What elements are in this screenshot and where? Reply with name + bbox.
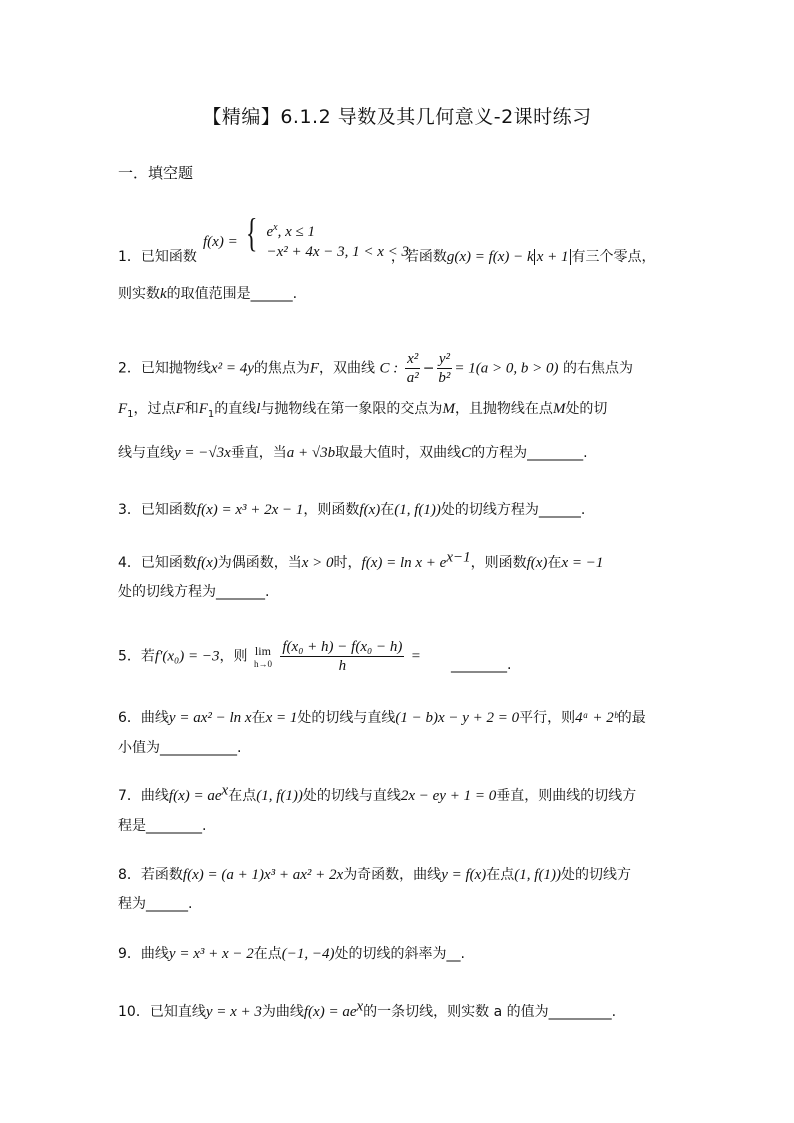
q4-line2: 处的切线方程为_______. <box>118 584 270 600</box>
q4-line1: 4．已知函数f(x)为偶函数，当x > 0时，$f(x) = \ln x + e^{x-1}$，则函数f(x)在x = −1 <box>118 549 604 571</box>
q2-line2: $F_1$，过点F和$F_1$的直线l与抛物线在第一象限的交点为M，且抛物线在点M处的切 <box>118 401 608 420</box>
q6-line1: 6．曲线y = ax² − ln x在x = 1处的切线与直线(1 − b)x − y + 2 = 0平行，则4ᵃ + 2ᵇ的最 <box>118 710 646 726</box>
q6-line2: 小值为___________. <box>118 740 242 756</box>
q3-line: 3．已知函数f(x) = x³ + 2x − 1，则函数f(x)在(1, f(1))处的切线方程为______. <box>118 502 586 518</box>
q1-line2: 则实数k的取值范围是______. <box>118 286 298 302</box>
q7-line1: 7．曲线$f(x) = ae^x$在点(1, f(1))处的切线与直线2x − ey + 1 = 0垂直，则曲线的切线方 <box>118 782 637 804</box>
q9-line: 9．曲线y = x³ + x − 2在点(−1, −4)处的切线的斜率为__. <box>118 946 465 962</box>
q8-line1: 8．若函数f(x) = (a + 1)x³ + ax² + 2x为奇函数，曲线y = f(x)在点(1, f(1))处的切线方 <box>118 867 631 883</box>
q2-line3: 线与直线y = −√3x垂直，当a + √3b取最大值时，双曲线C的方程为________. <box>118 445 588 461</box>
q1-cases: $e^x$, x ≤ 1 −x² + 4x − 3, 1 < x < 3 <box>266 221 410 260</box>
q5-line: 5．若f′(x₀) = −3，则 lim h→0 $\frac{\text{f(x₀ + h) − f(x₀ − h)}}{h}$ = <box>118 639 421 674</box>
q2-line1: 2．已知抛物线x² = 4y的焦点为F，双曲线 C : $\frac{\text{x²}}{\text{a²}}$ − $\frac{\text{y²}}{\text{b²}}$ = 1(a > 0, b > 0) 的右焦点为 <box>118 351 633 386</box>
q1-f-label: f(x) = <box>203 234 238 250</box>
q7-line2: 程是________. <box>118 818 207 834</box>
q5-blank: ________. <box>451 657 512 673</box>
q1-brace: { <box>246 210 258 255</box>
q10-line: 10．已知直线y = x + 3为曲线$f(x) = ae^x$的一条切线，则实数 a 的值为_________. <box>118 998 617 1020</box>
q8-line2: 程为______. <box>118 896 193 912</box>
q1-line1: 1．已知函数 ，若函数g(x) = f(x) − k x + 1 有三个零点， <box>118 249 656 265</box>
section-heading: 一．填空题 <box>118 164 194 182</box>
page-title: 【精编】6.1.2 导数及其几何意义-2课时练习 <box>202 106 592 128</box>
